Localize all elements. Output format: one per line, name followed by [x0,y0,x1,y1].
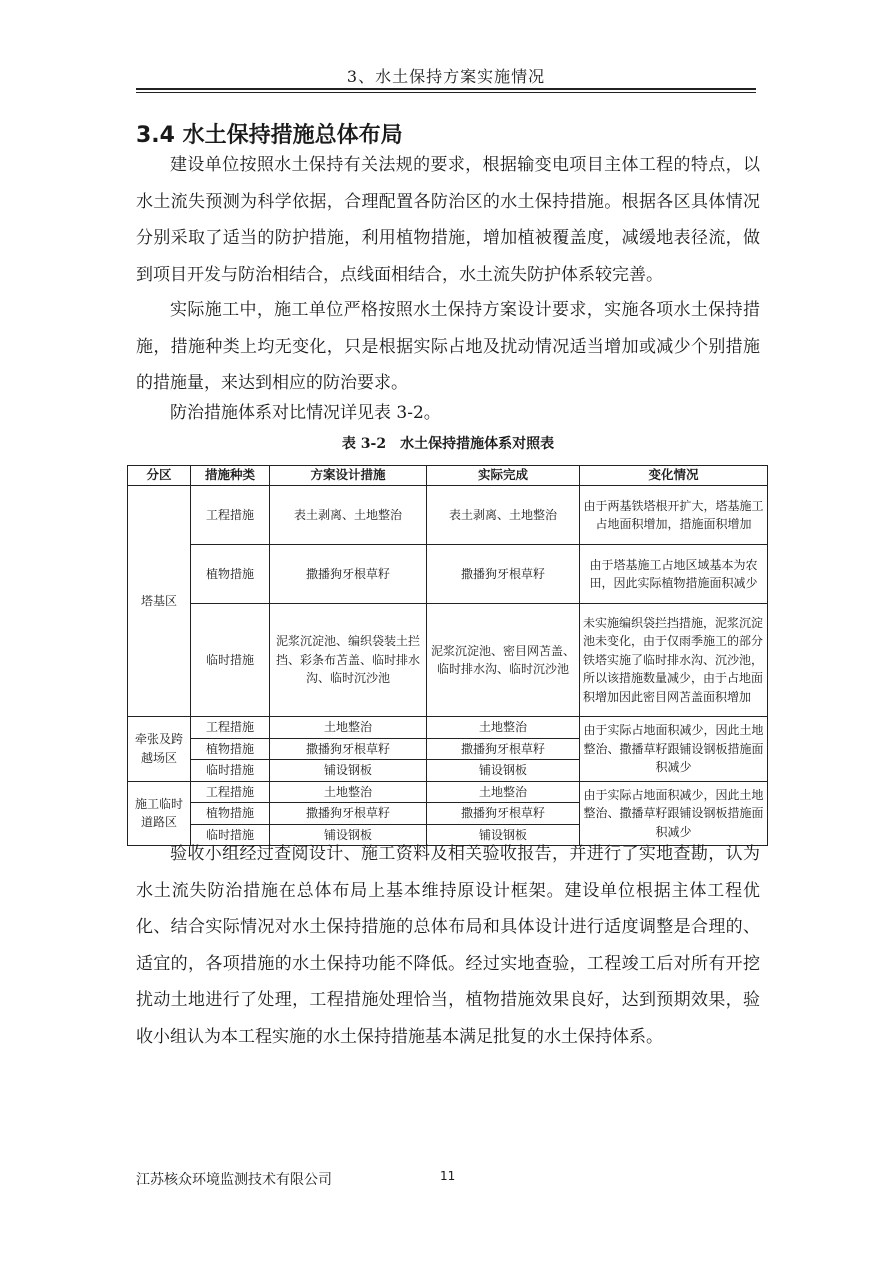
type-cell: 植物措施 [191,803,270,825]
page-number: 11 [440,1169,456,1183]
change-cell: 未实施编织袋拦挡措施，泥浆沉淀池未变化，由于仅雨季施工的部分铁塔实施了临时排水沟、沉沙池，所以该措施数量减少，由于占地面积增加因此密目网苫盖面积增加 [580,604,768,717]
actual-cell: 土地整治 [427,717,580,739]
table-row [128,486,768,545]
table-header-row [128,466,768,486]
change-cell: 由于两基铁塔根开扩大，塔基施工占地面积增加，措施面积增加 [580,486,768,545]
actual-cell: 土地整治 [427,781,580,803]
actual-cell: 铺设钢板 [427,824,580,846]
design-cell: 铺设钢板 [270,760,427,782]
design-cell: 撒播狗牙根草籽 [270,738,427,760]
section-heading: 3.4 水土保持措施总体布局 [136,123,403,148]
design-cell: 土地整治 [270,717,427,739]
header-rule-thin [136,92,756,93]
running-header: 3、水土保持方案实施情况 [346,67,546,86]
design-cell: 表土剥离、土地整治 [270,486,427,545]
paragraph-table-ref: 防治措施体系对比情况详见表 3-2。 [170,403,441,423]
actual-cell: 撒播狗牙根草籽 [427,545,580,604]
footer-company: 江苏核众环境监测技术有限公司 [136,1172,332,1188]
design-cell: 土地整治 [270,781,427,803]
type-cell: 植物措施 [191,545,270,604]
zone-cell: 塔基区 [128,486,191,717]
table-row [128,604,768,717]
zone-cell: 施工临时道路区 [128,781,191,846]
type-cell: 临时措施 [191,604,270,717]
paragraph-intro: 建设单位按照水土保持有关法规的要求，根据输变电项目主体工程的特点，以水土流失预测为科学依据，合理配置各防治区的水土保持措施。根据各区具体情况分别采取了适当的防护措施，利用植物措施，增加植被覆盖度，减缓地表径流，做到项目开发与防治相结合，点线面相结合，水土流失防护体系较完善。 [136,155,760,285]
type-cell: 植物措施 [191,738,270,760]
header-zone: 分区 [128,466,191,486]
header-change: 变化情况 [580,466,768,486]
design-cell: 泥浆沉淀池、编织袋装土拦挡、彩条布苫盖、临时排水沟、临时沉沙池 [270,604,427,717]
measures-table [127,465,768,846]
change-cell: 由于塔基施工占地区域基本为农田，因此实际植物措施面积减少 [580,545,768,604]
actual-cell: 泥浆沉淀池、密目网苫盖、临时排水沟、临时沉沙池 [427,604,580,717]
design-cell: 撒播狗牙根草籽 [270,803,427,825]
zone-cell: 牵张及跨越场区 [128,717,191,782]
change-cell: 由于实际占地面积减少，因此土地整治、撒播草籽跟铺设钢板措施面积减少 [580,717,768,782]
paragraph-construction: 实际施工中，施工单位严格按照水土保持方案设计要求，实施各项水土保持措施，措施种类上均无变化，只是根据实际占地及扰动情况适当增加或减少个别措施的措施量，来达到相应的防治要求。 [136,300,760,393]
design-cell: 撒播狗牙根草籽 [270,545,427,604]
table-row [128,781,768,803]
header-type: 措施种类 [191,466,270,486]
change-cell: 由于实际占地面积减少，因此土地整治、撒播草籽跟铺设钢板措施面积减少 [580,781,768,846]
type-cell: 工程措施 [191,717,270,739]
table-row [128,717,768,739]
paragraph-conclusion: 验收小组经过查阅设计、施工资料及相关验收报告，并进行了实地查勘，认为水土流失防治措施在总体布局上基本维持原设计框架。建设单位根据主体工程优化、结合实际情况对水土保持措施的总体布局和具体设计进行适度调整是合理的、适宜的，各项措施的水土保持功能不降低。经过实地查验，工程竣工后对所有开挖扰动土地进行了处理，工程措施处理恰当，植物措施效果良好，达到预期效果，验收小组认为本工程实施的水土保持措施基本满足批复的水土保持体系。 [136,844,760,1047]
header-actual: 实际完成 [427,466,580,486]
actual-cell: 铺设钢板 [427,760,580,782]
header-design: 方案设计措施 [270,466,427,486]
type-cell: 临时措施 [191,824,270,846]
actual-cell: 撒播狗牙根草籽 [427,803,580,825]
actual-cell: 表土剥离、土地整治 [427,486,580,545]
design-cell: 铺设钢板 [270,824,427,846]
actual-cell: 撒播狗牙根草籽 [427,738,580,760]
type-cell: 工程措施 [191,486,270,545]
table-row [128,545,768,604]
type-cell: 临时措施 [191,760,270,782]
table-caption: 表 3-2 水土保持措施体系对照表 [341,436,555,452]
type-cell: 工程措施 [191,781,270,803]
header-rule-thick [136,88,756,90]
